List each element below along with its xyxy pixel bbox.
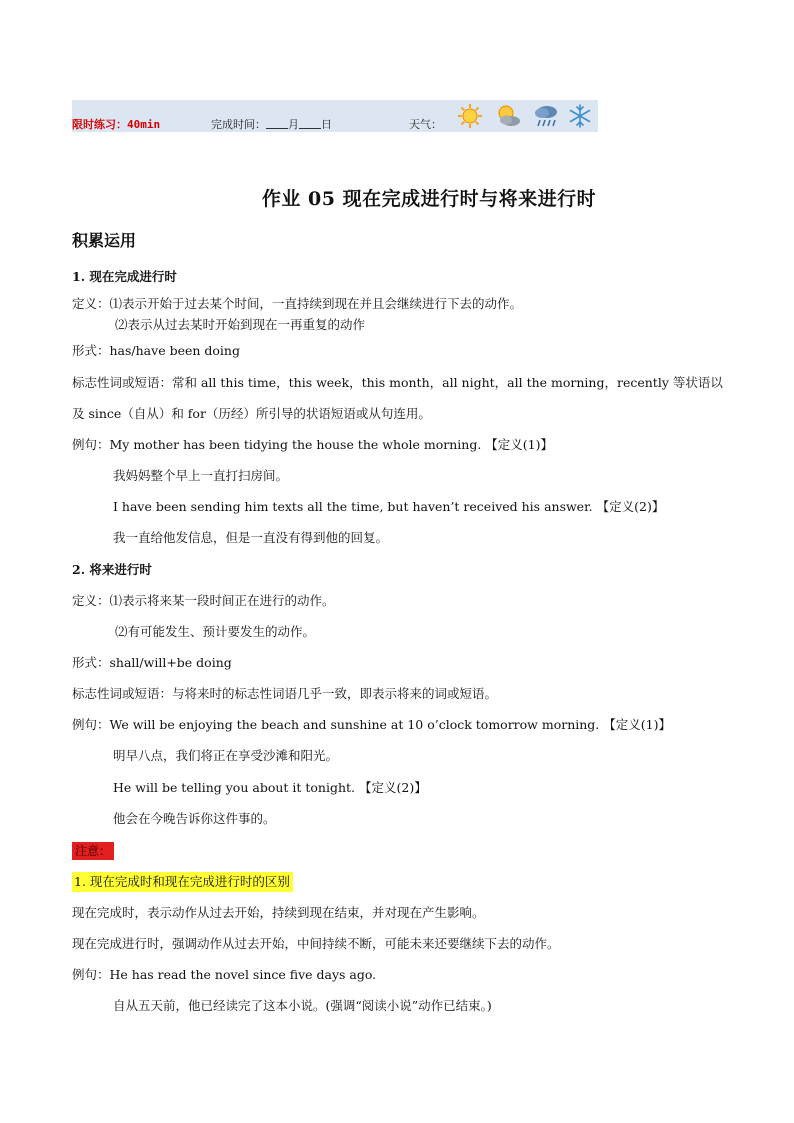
s2-example-1-en: 例句：We will be enjoying the beach and sunshine at 10 o’clock tomorrow morning. 【定义(1)】: [72, 717, 671, 732]
note-paragraph-1: 现在完成时，表示动作从过去开始，持续到现在结束，并对现在产生影响。: [72, 905, 485, 920]
s1-signal-line-2: 及 since（自从）和 for（历经）所引导的状语短语或从句连用。: [72, 406, 431, 421]
header-strip: [72, 100, 598, 132]
rain-icon: [532, 102, 560, 130]
s2-form: 形式：shall/will+be doing: [72, 655, 232, 670]
partly-cloudy-icon: [494, 102, 522, 130]
section-heading: 积累运用: [72, 231, 137, 250]
sun-icon: [456, 102, 484, 130]
s2-definition-1: 定义：⑴表示将来某一段时间正在进行的动作。: [72, 593, 335, 608]
s1-example-1-en: 例句：My mother has been tidying the house the whole morning. 【定义(1)】: [72, 437, 554, 452]
time-limit: 限时练习：40min: [72, 118, 161, 131]
s1-heading: 1. 现在完成进行时: [72, 269, 177, 284]
note-label: 注意：: [72, 842, 114, 860]
snowflake-icon: [566, 102, 594, 130]
s2-heading: 2. 将来进行时: [72, 562, 152, 577]
weather-label: 天气：: [409, 118, 442, 131]
s1-example-2-en: I have been sending him texts all the time, but haven’t received his answer. 【定义(2)】: [113, 499, 665, 514]
day-blank: [299, 118, 321, 129]
s2-example-1-cn: 明早八点，我们将正在享受沙滩和阳光。: [113, 748, 339, 763]
page-title: 作业 05 现在完成进行时与将来进行时: [261, 188, 597, 210]
s1-example-2-cn: 我一直给他发信息，但是一直没有得到他的回复。: [113, 530, 389, 545]
month-blank: [266, 118, 288, 129]
s1-form: 形式：has/have been doing: [72, 343, 240, 358]
note-paragraph-2: 现在完成进行时，强调动作从过去开始，中间持续不断，可能未来还要继续下去的动作。: [72, 936, 560, 951]
s2-definition-2: ⑵有可能发生、预计要发生的动作。: [115, 624, 316, 639]
s1-definition-1: 定义：⑴表示开始于过去某个时间，一直持续到现在并且会继续进行下去的动作。: [72, 296, 523, 311]
s2-example-2-cn: 他会在今晚告诉你这件事的。: [113, 811, 276, 826]
completion-time: 完成时间： 月 日: [211, 118, 332, 131]
note-example-en: 例句：He has read the novel since five days ago.: [72, 967, 377, 982]
s2-signal: 标志性词或短语：与将来时的标志性词语几乎一致，即表示将来的词或短语。: [72, 686, 498, 701]
s2-example-2-en: He will be telling you about it tonight. 【定义(2)】: [113, 780, 427, 795]
s1-example-1-cn: 我妈妈整个早上一直打扫房间。: [113, 468, 289, 483]
note-item-1-highlight: 1. 现在完成时和现在完成进行时的区别: [72, 872, 293, 892]
note-example-cn: 自从五天前，他已经读完了这本小说。(强调“阅读小说”动作已结束。): [113, 998, 492, 1013]
s1-definition-2: ⑵表示从过去某时开始到现在一再重复的动作: [115, 317, 366, 332]
s1-signal-line-1: 标志性词或短语：常和 all this time，this week，this month，all night，all the morning，recently 等状语以: [72, 375, 723, 390]
